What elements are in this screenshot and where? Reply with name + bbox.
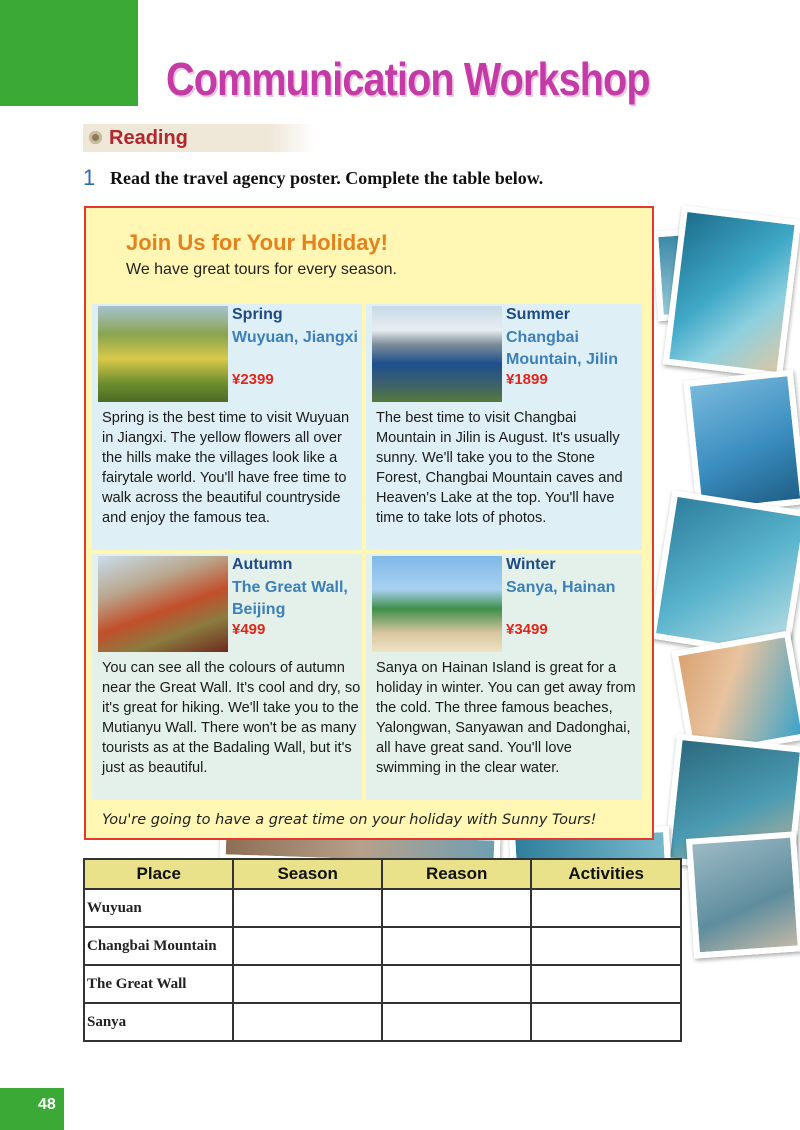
card-place: The Great Wall, Beijing (232, 579, 348, 618)
card-price: ¥499 (232, 621, 266, 638)
place-cell: Changbai Mountain (84, 927, 233, 965)
page-number-tab (0, 1088, 64, 1130)
table-header-row (84, 859, 681, 889)
column-header: Season (233, 859, 381, 889)
answer-cell[interactable] (233, 889, 381, 927)
exercise-instruction: Read the travel agency poster. Complete the table below. (110, 168, 544, 188)
header-color-tab (0, 0, 138, 106)
answer-cell[interactable] (233, 965, 381, 1003)
poster-footer: You're going to have a great time on your holiday with Sunny Tours! (102, 812, 597, 828)
tour-card-summer (366, 304, 642, 550)
collage-photo (663, 205, 800, 378)
answer-cell[interactable] (233, 1003, 381, 1041)
place-cell: Sanya (84, 1003, 233, 1041)
answer-cell[interactable] (531, 1003, 681, 1041)
section-heading (83, 124, 315, 152)
card-place: Sanya, Hainan (506, 579, 616, 596)
poster-subtitle: We have great tours for every season. (126, 261, 397, 278)
column-header: Place (84, 859, 233, 889)
place-cell: The Great Wall (84, 965, 233, 1003)
card-text: The best time to visit Changbai Mountain in Jilin is August. It's usually sunny. We'll take you to the Stone Forest, Changbai Mountain caves and Heaven's Lake at the top. You'll have time to take lots of photos. (376, 410, 623, 526)
spring-photo (98, 306, 228, 402)
tour-card-spring (92, 304, 362, 550)
card-text: You can see all the colours of autumn near the Great Wall. It's cool and dry, so it's great for hiking. We'll take you to the Mutianyu Wall. There won't be as many tourists as at the Badaling Wall, but it's just as beautiful. (102, 660, 361, 776)
page-title: Communication Workshop (166, 53, 650, 105)
poster-title: Join Us for Your Holiday! (126, 230, 388, 255)
travel-poster (84, 206, 654, 840)
table-row (84, 1003, 681, 1041)
column-header: Activities (531, 859, 681, 889)
answer-table (83, 858, 682, 1042)
card-text: Sanya on Hainan Island is great for a holiday in winter. You can get away from the cold. The three famous beaches, Yalongwan, Sanyawan and Dadonghai, all have great sand. You'll love swimming in the clear water. (376, 660, 636, 776)
bullet-icon (89, 131, 102, 144)
summer-photo (372, 306, 502, 402)
card-place: Wuyuan, Jiangxi (232, 329, 358, 346)
card-price: ¥1899 (506, 371, 548, 388)
collage-photo (686, 831, 800, 958)
card-season: Winter (506, 556, 556, 573)
card-price: ¥2399 (232, 371, 274, 388)
table-row (84, 965, 681, 1003)
page-number: 48 (38, 1096, 56, 1113)
card-season: Summer (506, 306, 571, 323)
card-season: Autumn (232, 556, 293, 573)
card-season: Spring (232, 306, 283, 323)
answer-cell[interactable] (531, 927, 681, 965)
section-label: Reading (109, 127, 188, 149)
tour-card-winter (366, 554, 642, 800)
table-row (84, 927, 681, 965)
answer-cell[interactable] (233, 927, 381, 965)
exercise-number: 1 (83, 165, 96, 190)
table-row (84, 889, 681, 927)
card-text: Spring is the best time to visit Wuyuan in Jiangxi. The yellow flowers all over the hills make the villages look like a fairytale world. You'll have free time to walk across the beautiful countryside and enjoy the famous tea. (102, 410, 350, 526)
answer-cell[interactable] (382, 927, 531, 965)
card-price: ¥3499 (506, 621, 548, 638)
place-cell: Wuyuan (84, 889, 233, 927)
autumn-photo (98, 556, 228, 652)
answer-cell[interactable] (382, 889, 531, 927)
card-place: Changbai Mountain, Jilin (506, 329, 618, 368)
answer-cell[interactable] (382, 965, 531, 1003)
winter-photo (372, 556, 502, 652)
answer-cell[interactable] (531, 889, 681, 927)
tour-card-autumn (92, 554, 362, 800)
column-header: Reason (382, 859, 531, 889)
answer-cell[interactable] (531, 965, 681, 1003)
answer-cell[interactable] (382, 1003, 531, 1041)
